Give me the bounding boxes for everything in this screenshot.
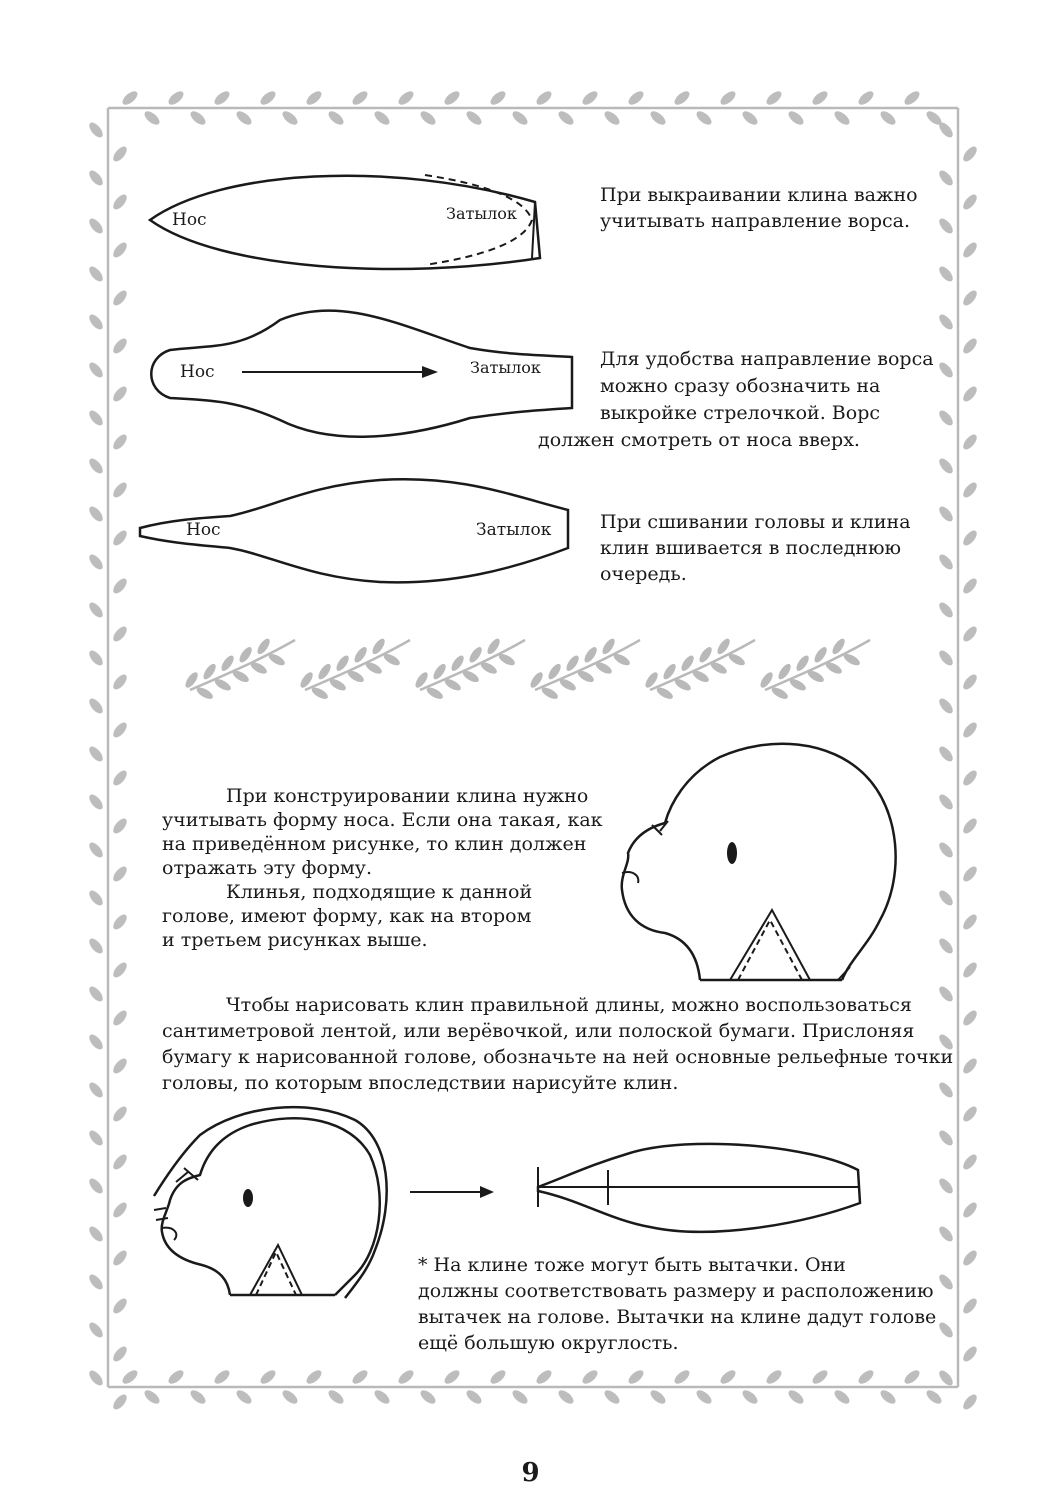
leaf-icon xyxy=(902,1368,922,1386)
leaf-icon xyxy=(672,89,692,107)
text-line: При конструировании клина нужно xyxy=(226,785,589,807)
leaf-icon xyxy=(87,120,105,140)
leaf-icon xyxy=(937,600,955,620)
leaf-icon xyxy=(602,1388,622,1406)
leaf-icon xyxy=(961,720,979,740)
leaf-icon xyxy=(111,528,129,548)
leaf-icon xyxy=(937,888,955,908)
leaf-icon xyxy=(418,109,438,127)
back-label-1: Затылок xyxy=(446,204,517,223)
leaf-icon xyxy=(961,576,979,596)
leaf-icon xyxy=(961,192,979,212)
leaf-icon xyxy=(626,89,646,107)
leaf-icon xyxy=(961,336,979,356)
leaf-icon xyxy=(764,1368,784,1386)
leaf-icon xyxy=(961,480,979,500)
paragraph-darts-note xyxy=(418,1252,936,1356)
leaf-icon xyxy=(672,1368,692,1386)
leaf-icon xyxy=(924,1388,944,1406)
leaf-icon xyxy=(961,1248,979,1268)
leaf-icon xyxy=(111,288,129,308)
leaf-icon xyxy=(648,109,668,127)
text-line: выкройке стрелочкой. Ворс xyxy=(600,402,881,424)
leaf-icon xyxy=(111,1248,129,1268)
leaf-icon xyxy=(937,1128,955,1148)
leaf-icon xyxy=(87,648,105,668)
text-line: сантиметровой лентой, или верёвочкой, или полоской бумаги. Прислоняя xyxy=(162,1020,915,1042)
paragraph-hair-direction xyxy=(600,182,918,234)
leaf-icon xyxy=(111,912,129,932)
text-line: При выкраивании клина важно xyxy=(600,184,918,206)
leaf-icon xyxy=(937,312,955,332)
leaf-icon xyxy=(87,792,105,812)
leaf-icon xyxy=(142,109,162,127)
leaf-icon xyxy=(937,552,955,572)
leaf-icon xyxy=(350,89,370,107)
branch-stem-icon xyxy=(190,640,295,690)
wedge-result-drawing xyxy=(530,1135,870,1245)
leaf-icon xyxy=(111,864,129,884)
leaf-icon xyxy=(396,1368,416,1386)
leaf-icon xyxy=(764,89,784,107)
leaf-icon xyxy=(280,1388,300,1406)
leaf-icon xyxy=(937,504,955,524)
leaf-icon xyxy=(937,648,955,668)
branch-stem-icon xyxy=(765,640,870,690)
leaf-icon xyxy=(937,792,955,812)
leaf-icon xyxy=(580,1368,600,1386)
leaf-icon xyxy=(510,1388,530,1406)
leaf-icon xyxy=(87,1080,105,1100)
text-line: Клинья, подходящие к данной xyxy=(226,881,533,903)
leaf-icon xyxy=(87,744,105,764)
leaf-icon xyxy=(87,1368,105,1388)
leaf-icon xyxy=(166,89,186,107)
leaf-icon xyxy=(856,89,876,107)
leaf-icon xyxy=(234,109,254,127)
leaf-icon xyxy=(326,109,346,127)
text-line: отражать эту форму. xyxy=(162,857,372,879)
leaf-icon xyxy=(961,384,979,404)
text-line: При сшивании головы и клина xyxy=(600,511,911,533)
branch-stem-icon xyxy=(305,640,410,690)
leaf-icon xyxy=(556,1388,576,1406)
leaf-icon xyxy=(396,89,416,107)
leaf-icon xyxy=(87,552,105,572)
leaf-icon xyxy=(142,1388,162,1406)
text-line: учитывать форму носа. Если она такая, как xyxy=(162,809,603,831)
leaf-icon xyxy=(372,109,392,127)
leaf-icon xyxy=(961,1296,979,1316)
leaf-icon xyxy=(937,840,955,860)
leaf-icon xyxy=(937,408,955,428)
leaf-icon xyxy=(111,1392,129,1412)
leaf-icon xyxy=(961,960,979,980)
leaf-icon xyxy=(961,912,979,932)
paragraph-arrow-marking xyxy=(538,346,934,454)
leaf-icon xyxy=(832,1388,852,1406)
page-number: 9 xyxy=(521,1458,540,1488)
leaf-icon xyxy=(464,109,484,127)
toy-head-drawing xyxy=(610,735,920,985)
leaf-icon xyxy=(258,1368,278,1386)
leaf-icon xyxy=(961,432,979,452)
leaf-icon xyxy=(234,1388,254,1406)
leaf-icon xyxy=(810,89,830,107)
leaf-icon xyxy=(326,1388,346,1406)
leaf-icon xyxy=(556,109,576,127)
nose-label-1: Нос xyxy=(172,210,207,230)
leaf-icon xyxy=(937,360,955,380)
leaf-icon xyxy=(856,1368,876,1386)
leaf-icon xyxy=(87,840,105,860)
leaf-icon xyxy=(166,1368,186,1386)
leaf-icon xyxy=(87,984,105,1004)
leaf-icon xyxy=(111,960,129,980)
leaf-icon xyxy=(304,89,324,107)
leaf-icon xyxy=(648,1388,668,1406)
paragraph-nose-shape xyxy=(162,784,603,952)
leaf-icon xyxy=(740,109,760,127)
leaf-icon xyxy=(87,168,105,188)
leaf-icon xyxy=(87,1272,105,1292)
leaf-icon xyxy=(212,89,232,107)
leaf-icon xyxy=(488,89,508,107)
text-line: бумагу к нарисованной голове, обозначьте на ней основные рельефные точки xyxy=(162,1046,954,1068)
text-line: должен смотреть от носа вверх. xyxy=(538,429,860,451)
leaf-icon xyxy=(87,1224,105,1244)
leaf-icon xyxy=(626,1368,646,1386)
leaf-icon xyxy=(602,109,622,127)
leaf-icon xyxy=(488,1368,508,1386)
leaf-icon xyxy=(418,1388,438,1406)
text-line: вытачек на голове. Вытачки на клине дадут голове xyxy=(418,1306,937,1328)
leaf-icon xyxy=(937,264,955,284)
leaf-icon xyxy=(111,432,129,452)
leaf-icon xyxy=(87,888,105,908)
leaf-icon xyxy=(87,216,105,236)
leaf-icon xyxy=(694,109,714,127)
leaf-icon xyxy=(961,528,979,548)
leaf-icon xyxy=(937,216,955,236)
leaf-icon xyxy=(937,1224,955,1244)
leaf-icon xyxy=(961,1008,979,1028)
text-line: на приведённом рисунке, то клин должен xyxy=(162,833,587,855)
leaf-icon xyxy=(902,89,922,107)
leaf-icon xyxy=(442,89,462,107)
leaf-icon xyxy=(111,720,129,740)
back-label-3: Затылок xyxy=(476,520,552,540)
leaf-icon xyxy=(111,144,129,164)
leaf-icon xyxy=(878,1388,898,1406)
leaf-icon xyxy=(961,672,979,692)
text-line: учитывать направление ворса. xyxy=(600,210,911,232)
text-line: можно сразу обозначить на xyxy=(600,375,881,397)
text-line: клин вшивается в последнюю xyxy=(600,537,902,559)
branch-stem-icon xyxy=(420,640,525,690)
leaf-icon xyxy=(111,768,129,788)
leaf-icon xyxy=(961,1152,979,1172)
leaf-icon xyxy=(961,240,979,260)
leaf-icon xyxy=(961,1200,979,1220)
paragraph-sewing-order xyxy=(600,509,911,587)
leaf-icon xyxy=(740,1388,760,1406)
leaf-icon xyxy=(111,1104,129,1124)
text-line: ещё большую округлость. xyxy=(418,1332,679,1354)
leaf-icon xyxy=(937,1272,955,1292)
leaf-icon xyxy=(534,89,554,107)
leaf-icon xyxy=(87,456,105,476)
leaf-icon xyxy=(111,336,129,356)
leaf-icon xyxy=(87,264,105,284)
leaf-icon xyxy=(111,1296,129,1316)
leaf-icon xyxy=(810,1368,830,1386)
leaf-icon xyxy=(372,1388,392,1406)
leaf-branch-ornament-icon xyxy=(180,620,880,710)
text-line: голове, имеют форму, как на втором xyxy=(162,905,532,927)
text-line: Для удобства направление ворса xyxy=(600,348,934,370)
leaf-icon xyxy=(694,1388,714,1406)
leaf-icon xyxy=(111,1056,129,1076)
leaf-icon xyxy=(937,696,955,716)
leaf-icon xyxy=(937,168,955,188)
leaf-icon xyxy=(111,576,129,596)
leaf-icon xyxy=(937,744,955,764)
leaf-icon xyxy=(188,1388,208,1406)
leaf-icon xyxy=(87,696,105,716)
leaf-icon xyxy=(111,240,129,260)
leaf-icon xyxy=(87,1128,105,1148)
leaf-icon xyxy=(718,89,738,107)
nose-label-3: Нос xyxy=(186,520,221,540)
leaf-icon xyxy=(111,1344,129,1364)
leaf-icon xyxy=(961,1104,979,1124)
leaf-icon xyxy=(961,1392,979,1412)
leaf-icon xyxy=(120,89,140,107)
leaf-icon xyxy=(937,1320,955,1340)
leaf-icon xyxy=(580,89,600,107)
leaf-icon xyxy=(87,408,105,428)
leaf-icon xyxy=(786,109,806,127)
leaf-icon xyxy=(786,1388,806,1406)
leaf-icon xyxy=(961,288,979,308)
leaf-icon xyxy=(111,384,129,404)
leaf-icon xyxy=(87,1032,105,1052)
leaf-icon xyxy=(111,672,129,692)
branch-stem-icon xyxy=(535,640,640,690)
leaf-icon xyxy=(87,936,105,956)
leaf-icon xyxy=(258,89,278,107)
leaf-icon xyxy=(937,936,955,956)
leaf-icon xyxy=(961,624,979,644)
leaf-icon xyxy=(87,504,105,524)
leaf-icon xyxy=(937,456,955,476)
leaf-icon xyxy=(87,1320,105,1340)
leaf-icon xyxy=(111,1200,129,1220)
leaf-icon xyxy=(111,624,129,644)
leaf-icon xyxy=(961,864,979,884)
leaf-icon xyxy=(111,480,129,500)
leaf-icon xyxy=(111,1152,129,1172)
leaf-icon xyxy=(961,768,979,788)
nose-label-2: Нос xyxy=(180,362,215,382)
leaf-icon xyxy=(111,192,129,212)
leaf-icon xyxy=(111,1008,129,1028)
leaf-icon xyxy=(937,1176,955,1196)
leaf-icon xyxy=(304,1368,324,1386)
leaf-icon xyxy=(961,1344,979,1364)
leaf-icon xyxy=(534,1368,554,1386)
leaf-icon xyxy=(718,1368,738,1386)
leaf-icon xyxy=(111,816,129,836)
leaf-icon xyxy=(120,1368,140,1386)
text-line: * На клине тоже могут быть вытачки. Они xyxy=(418,1254,846,1276)
leaf-icon xyxy=(87,312,105,332)
text-line: головы, по которым впоследствии нарисуйте клин. xyxy=(162,1072,679,1094)
leaf-icon xyxy=(87,600,105,620)
leaf-icon xyxy=(188,109,208,127)
text-line: очередь. xyxy=(600,563,687,585)
leaf-icon xyxy=(87,360,105,380)
branch-stem-icon xyxy=(650,640,755,690)
back-label-2: Затылок xyxy=(470,358,541,377)
leaf-icon xyxy=(961,1056,979,1076)
leaf-icon xyxy=(961,144,979,164)
text-line: Чтобы нарисовать клин правильной длины, можно воспользоваться xyxy=(226,994,912,1016)
leaf-icon xyxy=(212,1368,232,1386)
arrow-icon xyxy=(408,1182,498,1202)
text-line: должны соответствовать размеру и расположению xyxy=(418,1280,934,1302)
leaf-icon xyxy=(87,1176,105,1196)
leaf-icon xyxy=(280,109,300,127)
paragraph-measuring xyxy=(162,992,953,1096)
leaf-icon xyxy=(350,1368,370,1386)
leaf-icon xyxy=(464,1388,484,1406)
head-with-strip-drawing xyxy=(140,1100,400,1300)
text-line: и третьем рисунках выше. xyxy=(162,929,428,951)
leaf-icon xyxy=(832,109,852,127)
leaf-icon xyxy=(510,109,530,127)
leaf-icon xyxy=(937,1368,955,1388)
leaf-icon xyxy=(442,1368,462,1386)
leaf-icon xyxy=(878,109,898,127)
leaf-icon xyxy=(961,816,979,836)
